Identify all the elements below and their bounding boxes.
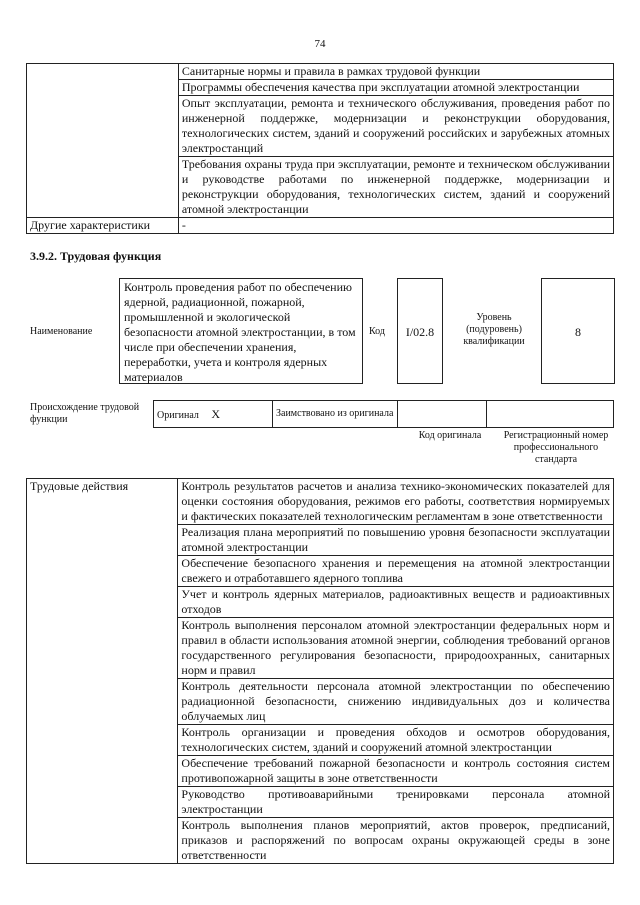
level-value: 8 [575, 325, 581, 339]
code-value: I/02.8 [405, 325, 435, 339]
code-label: Код [369, 326, 385, 337]
action-item: Контроль выполнения планов мероприятий, актов проверок, предписаний, приказов и распоряжений по вопросам охраны окружающей среды в зоне ответственности [178, 818, 614, 864]
table-cell: Опыт эксплуатации, ремонта и технического обслуживания, проведения работ по инженерной поддержке, модернизации и реконструкции оборудования, технологических систем, зданий и сооружений российских и зарубежных атомных электростанций [178, 96, 613, 157]
other-characteristics-value: - [178, 218, 613, 234]
code-box [397, 278, 443, 384]
reg-number-cell [487, 401, 614, 428]
action-item: Обеспечение требований пожарной безопасности и контроль состояния систем противопожарной защиты в зоне ответственности [178, 756, 614, 787]
table-row [27, 479, 614, 525]
actions-label: Трудовые действия [27, 479, 178, 864]
borrowed-label: Заимствовано из оригинала [273, 401, 398, 428]
original-mark: X [211, 406, 221, 421]
action-item: Реализация плана мероприятий по повышению уровня безопасности эксплуатации атомной электростанции [178, 525, 614, 556]
original-label: Оригинал [157, 409, 199, 421]
table-row [27, 64, 614, 80]
origin-table [153, 400, 614, 428]
name-label: Наименование [30, 326, 93, 337]
table-cell: Требования охраны труда при эксплуатации, ремонте и техническом обслуживании и руководстве работами по инженерной поддержке, модернизации и реконструкции оборудования, технологических систем, зданий и сооружений атомной электростанции [178, 157, 613, 218]
actions-table [26, 478, 614, 864]
table-cell: Программы обеспечения качества при эксплуатации атомной электростанции [178, 80, 613, 96]
function-name-value: Контроль проведения работ по обеспечению ядерной, радиационной, пожарной, промышленной и экологической безопасности атомной электростанции, в том числе при обеспечении хранения, переработки, учета и контроля ядерных материалов [124, 280, 356, 384]
other-characteristics-label: Другие характеристики [27, 218, 179, 234]
row-label-empty [27, 64, 179, 218]
level-box [541, 278, 615, 384]
original-cell [154, 401, 273, 428]
action-item: Контроль деятельности персонала атомной электростанции по обеспечению радиационной безопасности, снижению индивидуальных доз и количества облучаемых лиц [178, 679, 614, 725]
reg-number-caption: Регистрационный номер профессионального стандарта [503, 430, 609, 465]
origin-label: Происхождение трудовой функции [30, 402, 140, 425]
code-original-caption: Код оригинала [418, 430, 482, 441]
level-label: Уровень (подуровень) квалификации [463, 312, 525, 347]
page-number: 74 [314, 38, 326, 50]
action-item: Учет и контроль ядерных материалов, радиоактивных веществ и радиоактивных отходов [178, 587, 614, 618]
action-item: Обеспечение безопасного хранения и перемещения на атомной электростанции свежего и отработавшего ядерного топлива [178, 556, 614, 587]
requirements-table [26, 63, 614, 234]
code-original-cell [398, 401, 487, 428]
section-heading: 3.9.2. Трудовая функция [30, 249, 162, 263]
table-cell: Санитарные нормы и правила в рамках трудовой функции [178, 64, 613, 80]
action-item: Контроль результатов расчетов и анализа технико-экономических показателей для оценки состояния оборудования, режимов его работы, соответствия нормируемых и фактических показателей технологическим регламентам в зоне ответственности [178, 479, 614, 525]
action-item: Контроль выполнения персоналом атомной электростанции федеральных норм и правил в области использования атомной энергии, соблюдения требований органов государственного регулирования безопасности, природоохранных, санитарных норм и правил [178, 618, 614, 679]
table-row [27, 218, 614, 234]
function-name-box [119, 278, 363, 384]
action-item: Руководство противоаварийными тренировками персонала атомной электростанции [178, 787, 614, 818]
action-item: Контроль организации и проведения обходов и осмотров оборудования, технологических систем, зданий и сооружений атомной электростанции [178, 725, 614, 756]
